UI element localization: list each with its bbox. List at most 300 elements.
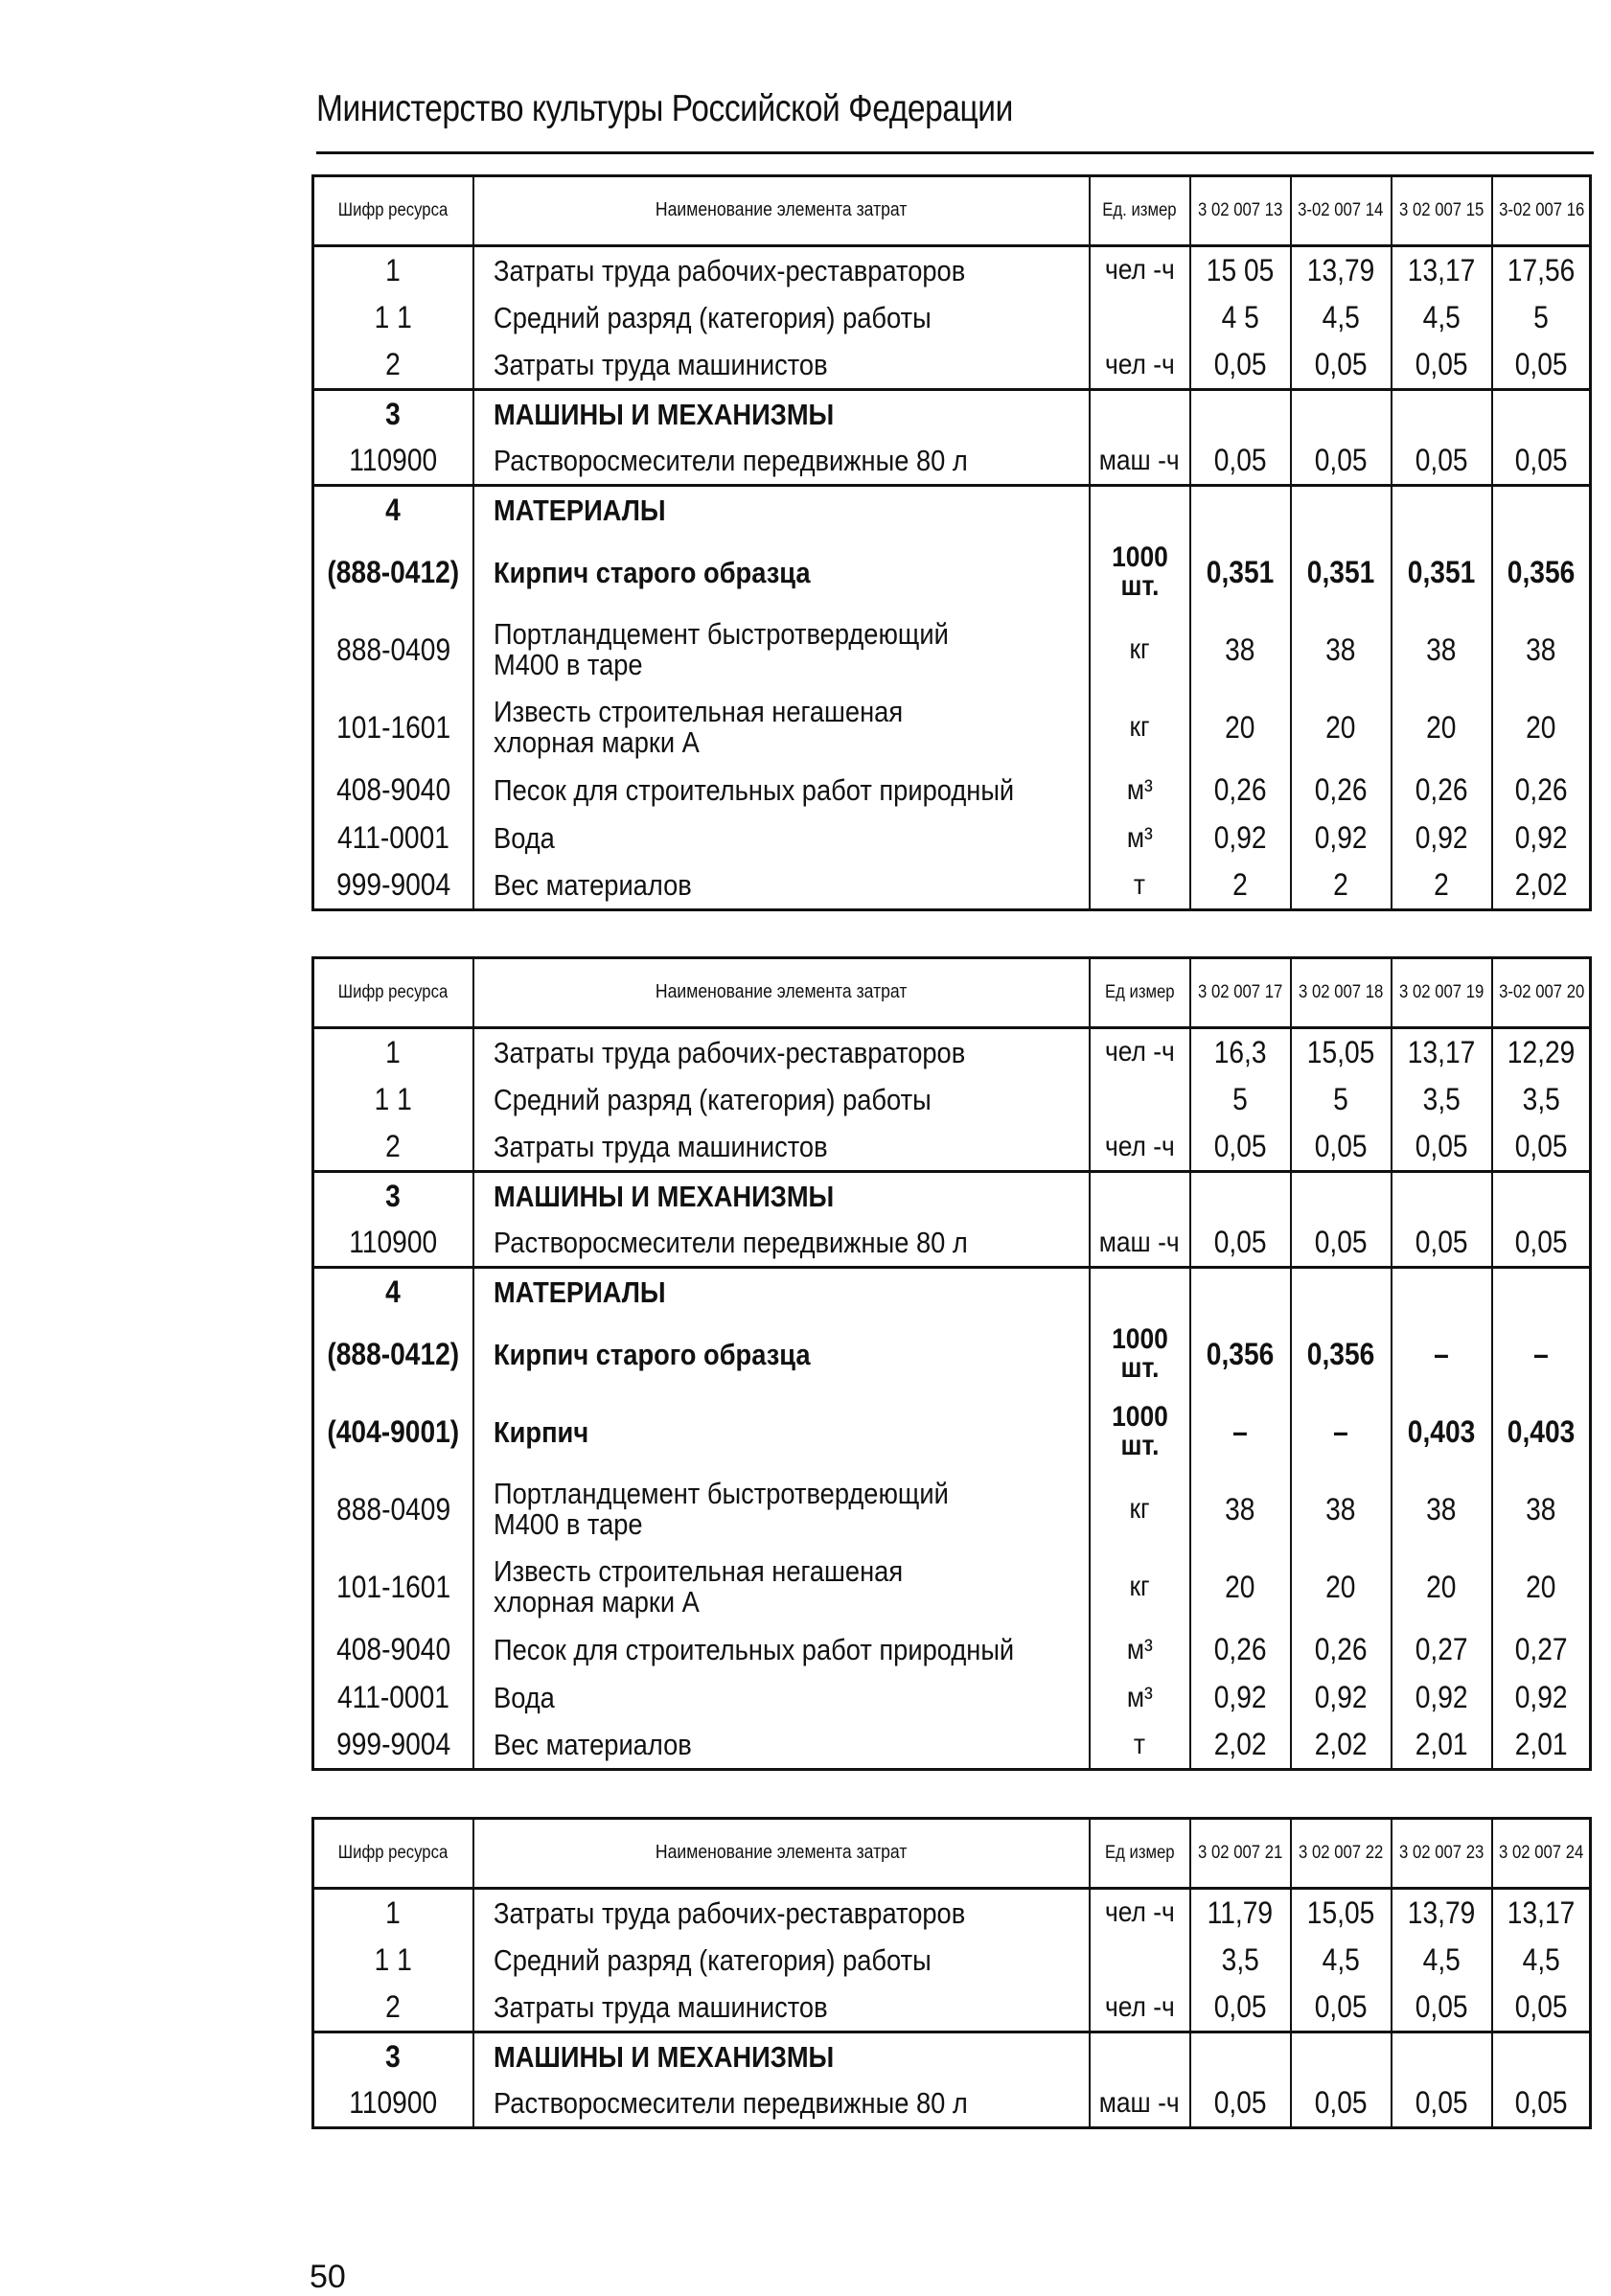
value-cell <box>1291 1172 1392 1220</box>
value-cell <box>1392 342 1492 390</box>
value: 0,05 <box>1514 1129 1568 1164</box>
column-header-unit <box>1090 176 1190 246</box>
value: 20 <box>1426 709 1457 745</box>
value-cell <box>1291 486 1392 534</box>
resource-name: Песок для строительных работ природный <box>493 1633 1014 1666</box>
value-cell <box>1492 534 1591 611</box>
resource-name-cell <box>473 767 1090 815</box>
value-cell <box>1492 1674 1591 1722</box>
unit-cell <box>1090 1549 1190 1626</box>
resource-row <box>313 1316 1591 1393</box>
value-cell <box>1492 1549 1591 1626</box>
resource-name-cell <box>473 1471 1090 1549</box>
value-cell <box>1291 1028 1392 1076</box>
value: 38 <box>1225 1491 1255 1527</box>
unit-cell <box>1090 438 1190 486</box>
value: 0,05 <box>1213 347 1267 382</box>
value-cell <box>1392 1889 1492 1937</box>
column-header-norm-code <box>1492 176 1591 246</box>
column-header-name-label: Наименование элемента затрат <box>655 1842 908 1864</box>
value: 15,05 <box>1306 1034 1375 1069</box>
value-cell <box>1291 1626 1392 1674</box>
value-cell <box>1190 246 1291 294</box>
value-cell <box>1392 1985 1492 2032</box>
value-cell <box>1291 767 1392 815</box>
resource-code: 110900 <box>349 443 438 478</box>
value: – <box>1232 1413 1248 1449</box>
value-cell <box>1492 1028 1591 1076</box>
value: 20 <box>1526 1569 1556 1604</box>
resource-code: (404-9001) <box>327 1413 460 1449</box>
value: 0,92 <box>1213 1680 1267 1714</box>
resource-code-cell <box>313 1626 473 1674</box>
section-row <box>313 486 1591 534</box>
value-cell <box>1492 1393 1591 1471</box>
value-cell <box>1190 1124 1291 1172</box>
resource-name: Затраты труда рабочих-реставраторов <box>493 1035 965 1069</box>
column-header-norm-code <box>1492 1819 1591 1889</box>
unit-label: чел -ч <box>1104 1036 1175 1068</box>
value: 0,92 <box>1213 820 1267 855</box>
norm-code-label: 3-02 007 20 <box>1498 981 1584 1002</box>
value-cell <box>1190 1549 1291 1626</box>
value: 38 <box>1325 631 1356 667</box>
value: 0,05 <box>1415 347 1468 382</box>
resource-code: 4 <box>385 1274 402 1309</box>
resource-row <box>313 1549 1591 1626</box>
value-cell <box>1190 534 1291 611</box>
resource-code: 999-9004 <box>335 1727 450 1762</box>
value-cell <box>1392 611 1492 689</box>
value: 4 5 <box>1221 300 1259 334</box>
resource-name-cell <box>473 438 1090 486</box>
value: 0,05 <box>1314 2085 1368 2121</box>
resource-code-cell <box>313 246 473 294</box>
resource-code: 1 1 <box>374 300 412 334</box>
column-header-unit <box>1090 1819 1190 1889</box>
unit-cell <box>1090 1220 1190 1268</box>
value: 13,79 <box>1407 1894 1476 1930</box>
unit-cell <box>1090 294 1190 342</box>
value-cell <box>1492 246 1591 294</box>
unit-label: кг <box>1129 711 1150 743</box>
resource-code-cell <box>313 1316 473 1393</box>
value-cell <box>1291 1549 1392 1626</box>
resource-name-cell <box>473 2032 1090 2080</box>
column-header-code-label: Шифр ресурса <box>338 1842 449 1863</box>
norm-code-label: 3 02 007 17 <box>1197 981 1283 1002</box>
value-cell <box>1392 294 1492 342</box>
resource-name: МАШИНЫ И МЕХАНИЗМЫ <box>493 1179 834 1213</box>
value-cell <box>1392 862 1492 910</box>
unit-label: кг <box>1129 633 1150 665</box>
column-header-name <box>473 958 1090 1028</box>
value-cell <box>1291 1076 1392 1124</box>
resource-name-cell <box>473 1316 1090 1393</box>
resource-code: 3 <box>385 2038 402 2074</box>
resource-row <box>313 1985 1591 2032</box>
resource-code: 110900 <box>349 1225 438 1260</box>
value-cell <box>1190 689 1291 767</box>
value: 0,26 <box>1514 772 1568 807</box>
value-cell <box>1291 815 1392 862</box>
value-cell <box>1291 1471 1392 1549</box>
value-cell <box>1190 1889 1291 1937</box>
resource-name-cell <box>473 486 1090 534</box>
resource-code-cell <box>313 815 473 862</box>
resource-name: Затраты труда рабочих-реставраторов <box>493 253 965 287</box>
resource-name: Портландцемент быстротвердеющий М400 в таре <box>493 617 949 681</box>
unit-label: м³ <box>1126 1633 1153 1665</box>
resource-name: МАТЕРИАЛЫ <box>493 493 666 527</box>
resource-name-cell <box>473 1722 1090 1770</box>
value-cell <box>1492 1722 1591 1770</box>
unit-cell <box>1090 1268 1190 1316</box>
value: 2 <box>1434 867 1449 903</box>
column-header-norm-code <box>1392 176 1492 246</box>
resource-name: Средний разряд (категория) работы <box>493 301 932 334</box>
resource-code: 408-9040 <box>335 1632 450 1666</box>
unit-cell <box>1090 2032 1190 2080</box>
unit-cell <box>1090 2080 1190 2128</box>
resource-row <box>313 611 1591 689</box>
value-cell <box>1492 1985 1591 2032</box>
unit-cell <box>1090 689 1190 767</box>
resource-name-cell <box>473 1889 1090 1937</box>
value: 16,3 <box>1213 1034 1267 1069</box>
page-header-title: Министерство культуры Российской Федерации <box>316 88 1013 129</box>
value-cell <box>1492 1268 1591 1316</box>
value-cell <box>1492 611 1591 689</box>
resource-name-cell <box>473 1985 1090 2032</box>
value-cell <box>1492 2032 1591 2080</box>
resource-code: 999-9004 <box>335 867 450 903</box>
section-row <box>313 1172 1591 1220</box>
column-header-norm-code <box>1291 1819 1392 1889</box>
resource-code-cell <box>313 294 473 342</box>
value-cell <box>1190 1937 1291 1985</box>
value-cell <box>1492 862 1591 910</box>
value-cell <box>1392 1471 1492 1549</box>
column-header-unit-label: Ед измер <box>1104 1842 1175 1863</box>
value: – <box>1434 1336 1449 1371</box>
unit-cell <box>1090 1626 1190 1674</box>
resource-code-cell <box>313 862 473 910</box>
resource-code-cell <box>313 1393 473 1471</box>
column-header-norm-code <box>1392 1819 1492 1889</box>
value-cell <box>1492 1076 1591 1124</box>
value: 2,01 <box>1415 1727 1468 1762</box>
resource-name: Затраты труда машинистов <box>493 348 828 382</box>
value: 5 <box>1532 300 1549 334</box>
unit-label: 1000 шт. <box>1111 541 1168 602</box>
resource-code-cell <box>313 1172 473 1220</box>
resource-name: Затраты труда машинистов <box>493 1130 828 1164</box>
value: 0,05 <box>1415 2085 1468 2121</box>
resource-code: 110900 <box>349 2085 438 2121</box>
value-cell <box>1291 1393 1392 1471</box>
section-row <box>313 390 1591 438</box>
resource-name: Затраты труда машинистов <box>493 1990 828 2025</box>
unit-label: м³ <box>1126 773 1153 806</box>
value: 0,351 <box>1306 554 1375 589</box>
value: 4,5 <box>1322 1942 1360 1977</box>
value-cell <box>1190 1674 1291 1722</box>
value-cell <box>1492 486 1591 534</box>
resource-row <box>313 438 1591 486</box>
value: 20 <box>1325 1569 1356 1604</box>
column-header-code <box>313 1819 473 1889</box>
resource-name-cell <box>473 1220 1090 1268</box>
resource-code: 1 <box>385 1034 402 1069</box>
resource-name: Известь строительная негашеная хлорная марки А <box>493 1554 903 1619</box>
resource-code-cell <box>313 1220 473 1268</box>
resource-row <box>313 1393 1591 1471</box>
value: 13,17 <box>1407 252 1476 287</box>
value: 0,05 <box>1213 2085 1267 2121</box>
value-cell <box>1291 1937 1392 1985</box>
unit-label: м³ <box>1126 821 1153 854</box>
column-header-name <box>473 176 1090 246</box>
resource-row <box>313 342 1591 390</box>
resource-code: 411-0001 <box>336 820 449 855</box>
value: 38 <box>1526 1491 1556 1527</box>
value-cell <box>1190 1985 1291 2032</box>
resource-code: (888-0412) <box>327 554 460 589</box>
value-cell <box>1190 862 1291 910</box>
column-header-code <box>313 176 473 246</box>
value-cell <box>1190 1220 1291 1268</box>
value: – <box>1532 1336 1549 1371</box>
value: 0,351 <box>1206 554 1275 589</box>
resource-row <box>313 1937 1591 1985</box>
value-cell <box>1392 689 1492 767</box>
resource-code-cell <box>313 438 473 486</box>
value-cell <box>1291 1268 1392 1316</box>
value-cell <box>1190 342 1291 390</box>
resource-code-cell <box>313 1722 473 1770</box>
value: 38 <box>1426 631 1457 667</box>
value: 3,5 <box>1422 1082 1461 1116</box>
unit-cell <box>1090 1316 1190 1393</box>
resource-code-cell <box>313 1076 473 1124</box>
value: 13,17 <box>1507 1894 1575 1930</box>
unit-cell <box>1090 486 1190 534</box>
resource-name-cell <box>473 2080 1090 2128</box>
resource-name: Растворосмесители передвижные 80 л <box>493 2086 968 2121</box>
value-cell <box>1190 486 1291 534</box>
unit-cell <box>1090 1674 1190 1722</box>
resource-name: Вес материалов <box>493 1728 692 1762</box>
value: 2,02 <box>1314 1727 1368 1762</box>
column-header-name-label: Наименование элемента затрат <box>655 981 908 1003</box>
resource-name: МАТЕРИАЛЫ <box>493 1274 666 1309</box>
value-cell <box>1392 1076 1492 1124</box>
value-cell <box>1392 1937 1492 1985</box>
value: 0,05 <box>1314 443 1368 478</box>
resource-name: Вес материалов <box>493 868 692 903</box>
value-cell <box>1492 1626 1591 1674</box>
column-header-code-label: Шифр ресурса <box>338 199 449 220</box>
value-cell <box>1291 2080 1392 2128</box>
unit-label: кг <box>1129 1493 1150 1525</box>
column-header-unit-label: Ед измер <box>1104 981 1175 1002</box>
resource-row <box>313 1626 1591 1674</box>
value-cell <box>1291 611 1392 689</box>
norm-code-label: 3-02 007 14 <box>1298 199 1384 220</box>
value-cell <box>1291 534 1392 611</box>
resource-code-cell <box>313 1471 473 1549</box>
value-cell <box>1190 1172 1291 1220</box>
value-cell <box>1291 246 1392 294</box>
resource-table-3 <box>311 1817 1592 2129</box>
resource-code: 2 <box>385 1129 402 1164</box>
resource-name-cell <box>473 294 1090 342</box>
unit-cell <box>1090 246 1190 294</box>
column-header-norm-code <box>1492 958 1591 1028</box>
resource-row <box>313 1076 1591 1124</box>
resource-name: Вода <box>493 821 555 855</box>
unit-cell <box>1090 815 1190 862</box>
value: 0,403 <box>1507 1413 1575 1449</box>
resource-name-cell <box>473 1124 1090 1172</box>
page-number: 50 <box>310 2259 346 2295</box>
unit-cell <box>1090 862 1190 910</box>
value-cell <box>1291 342 1392 390</box>
value-cell <box>1392 1626 1492 1674</box>
value-cell <box>1190 1028 1291 1076</box>
value-cell <box>1392 1722 1492 1770</box>
value: 0,92 <box>1415 820 1468 855</box>
resource-code-cell <box>313 1674 473 1722</box>
section-row <box>313 1268 1591 1316</box>
resource-name-cell <box>473 1076 1090 1124</box>
value: 0,356 <box>1206 1336 1275 1371</box>
resource-code-cell <box>313 611 473 689</box>
value: 38 <box>1526 631 1556 667</box>
resource-name-cell <box>473 390 1090 438</box>
resource-code: 2 <box>385 347 402 382</box>
resource-code: 411-0001 <box>336 1680 449 1714</box>
value-cell <box>1492 1172 1591 1220</box>
value: 0,92 <box>1514 1680 1568 1714</box>
resource-name: МАШИНЫ И МЕХАНИЗМЫ <box>493 2039 834 2074</box>
resource-name-cell <box>473 246 1090 294</box>
resource-row <box>313 246 1591 294</box>
value-cell <box>1492 390 1591 438</box>
value-cell <box>1291 2032 1392 2080</box>
value-cell <box>1291 1722 1392 1770</box>
resource-name: Растворосмесители передвижные 80 л <box>493 1226 968 1260</box>
value-cell <box>1190 2080 1291 2128</box>
resource-name-cell <box>473 534 1090 611</box>
value: 0,05 <box>1314 347 1368 382</box>
value: 0,05 <box>1514 347 1568 382</box>
resource-name: Портландцемент быстротвердеющий М400 в таре <box>493 1477 949 1541</box>
column-header-unit <box>1090 958 1190 1028</box>
value-cell <box>1392 486 1492 534</box>
value: 5 <box>1333 1082 1348 1116</box>
value-cell <box>1492 294 1591 342</box>
value: 3,5 <box>1522 1082 1560 1116</box>
unit-label: чел -ч <box>1104 1130 1175 1162</box>
unit-label: маш -ч <box>1099 2086 1180 2119</box>
unit-cell <box>1090 390 1190 438</box>
value-cell <box>1492 1124 1591 1172</box>
unit-cell <box>1090 1124 1190 1172</box>
unit-label: 1000 шт. <box>1111 1401 1168 1461</box>
resource-code: 1 1 <box>374 1942 412 1977</box>
value: 0,05 <box>1514 2085 1568 2121</box>
value-cell <box>1190 2032 1291 2080</box>
resource-code: 3 <box>385 1178 402 1213</box>
column-header-norm-code <box>1392 958 1492 1028</box>
value: 0,27 <box>1514 1632 1568 1666</box>
resource-name: Затраты труда рабочих-реставраторов <box>493 1895 965 1930</box>
header-rule <box>316 151 1594 154</box>
resource-code: 101-1601 <box>335 1569 450 1604</box>
resource-name-cell <box>473 815 1090 862</box>
unit-label: чел -ч <box>1104 348 1175 380</box>
value-cell <box>1291 1889 1392 1937</box>
value: 2,01 <box>1514 1727 1568 1762</box>
resource-row <box>313 2080 1591 2128</box>
resource-row <box>313 1722 1591 1770</box>
column-header-unit-label: Ед. измер <box>1102 199 1177 220</box>
resource-code: (888-0412) <box>327 1336 460 1371</box>
resource-name-cell <box>473 1172 1090 1220</box>
resource-code-cell <box>313 1268 473 1316</box>
resource-code: 3 <box>385 396 402 431</box>
value: 0,356 <box>1507 554 1575 589</box>
resource-name-cell <box>473 862 1090 910</box>
value: 0,05 <box>1415 1129 1468 1164</box>
value: 2 <box>1232 867 1248 903</box>
value: 4,5 <box>1322 300 1360 334</box>
resource-code-cell <box>313 2080 473 2128</box>
value: 20 <box>1325 709 1356 745</box>
norm-code-label: 3 02 007 24 <box>1498 1842 1583 1863</box>
value: 3,5 <box>1221 1942 1259 1977</box>
resource-code: 1 1 <box>374 1082 412 1116</box>
value-cell <box>1291 1220 1392 1268</box>
resource-code-cell <box>313 534 473 611</box>
value-cell <box>1392 390 1492 438</box>
value-cell <box>1492 342 1591 390</box>
resource-name: Кирпич <box>493 1414 588 1449</box>
value-cell <box>1492 1889 1591 1937</box>
resource-code-cell <box>313 342 473 390</box>
value: 20 <box>1225 709 1255 745</box>
resource-code-cell <box>313 1889 473 1937</box>
value: 4,5 <box>1422 300 1461 334</box>
resource-code: 4 <box>385 492 402 527</box>
value: 0,05 <box>1213 1225 1267 1260</box>
resource-code: 2 <box>385 1989 402 2025</box>
resource-code-cell <box>313 1985 473 2032</box>
value-cell <box>1190 1268 1291 1316</box>
resource-row <box>313 534 1591 611</box>
value-cell <box>1291 689 1392 767</box>
value-cell <box>1392 1124 1492 1172</box>
resource-code: 1 <box>385 1894 402 1930</box>
unit-label: кг <box>1129 1571 1150 1602</box>
value: – <box>1333 1413 1348 1449</box>
value-cell <box>1492 815 1591 862</box>
value-cell <box>1190 1471 1291 1549</box>
column-header-norm-code <box>1190 176 1291 246</box>
resource-code: 1 <box>385 252 402 287</box>
